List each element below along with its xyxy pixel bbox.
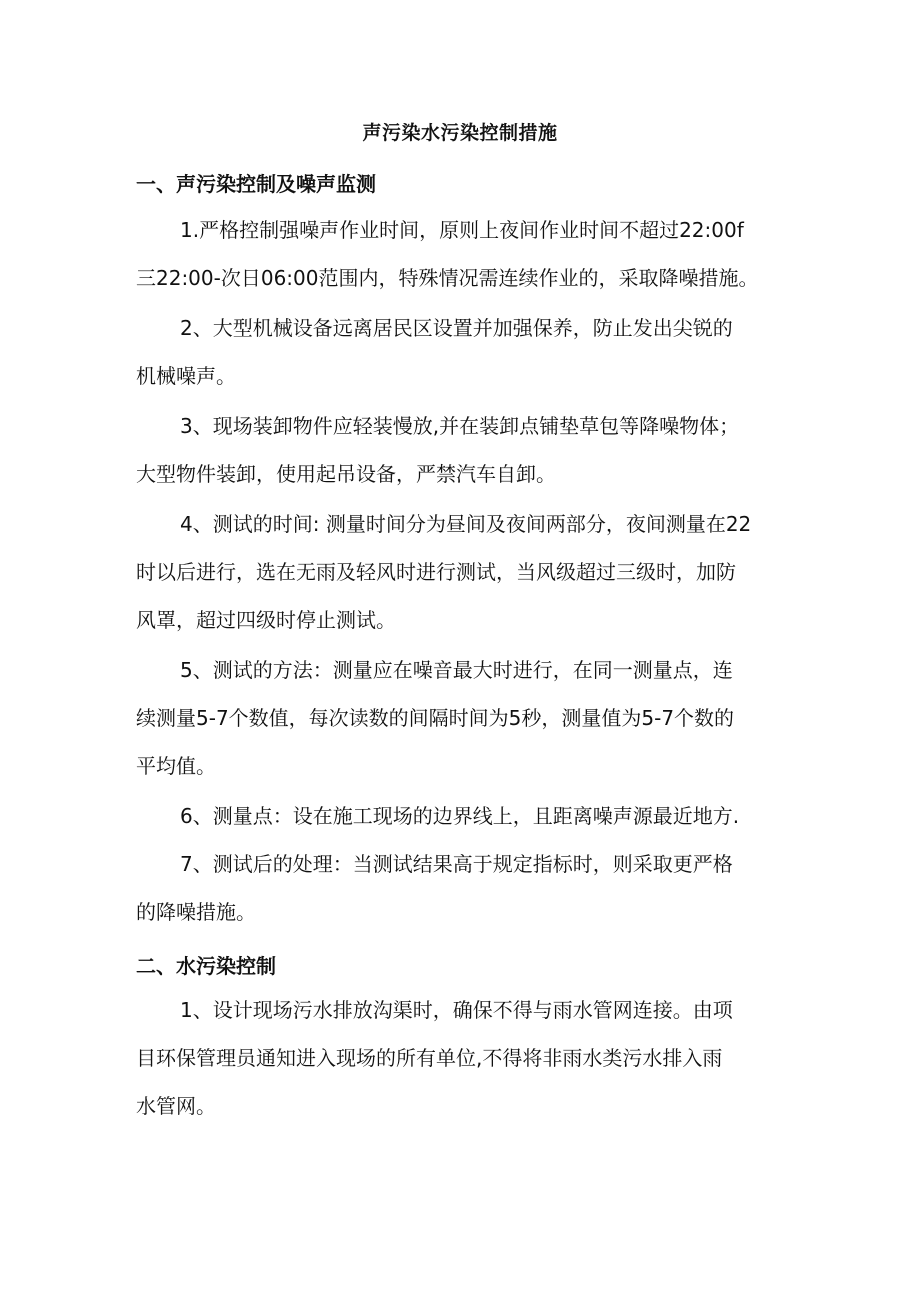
paragraph-noise-7 [136, 840, 786, 936]
paragraph-line: 风罩，超过四级时停止测试。 [136, 608, 396, 632]
paragraph-noise-1 [136, 206, 786, 302]
paragraph-line: 平均值。 [136, 754, 216, 778]
paragraph-line: 续测量5-7个数值，每次读数的间隔时间为5秒，测量值为5-7个数的 [136, 706, 735, 730]
paragraph-line: 7、测试后的处理：当测试结果高于规定指标时，则采取更严格 [180, 852, 733, 876]
paragraph-noise-5 [136, 646, 786, 790]
section-heading-water: 二、水污染控制 [136, 954, 276, 978]
paragraph-water-1 [136, 986, 786, 1130]
paragraph-line: 水管网。 [136, 1094, 216, 1118]
paragraph-line: 机械噪声。 [136, 364, 236, 388]
paragraph-noise-2 [136, 304, 786, 400]
paragraph-line: 的降噪措施。 [136, 900, 256, 924]
paragraph-line: 1.严格控制强噪声作业时间，原则上夜间作业时间不超过22:00f [180, 218, 744, 242]
document-title: 声污染水污染控制措施 [362, 122, 558, 144]
paragraph-line: 大型物件装卸，使用起吊设备，严禁汽车自卸。 [136, 462, 556, 486]
paragraph-line: 6、测量点：设在施工现场的边界线上，且距离噪声源最近地方. [180, 804, 740, 828]
paragraph-line: 1、设计现场污水排放沟渠时，确保不得与雨水管网连接。由项 [180, 998, 733, 1022]
paragraph-line: 5、测试的方法：测量应在噪音最大时进行，在同一测量点，连 [180, 658, 733, 682]
paragraph-noise-6 [136, 792, 786, 840]
paragraph-noise-3 [136, 402, 786, 498]
paragraph-line: 时以后进行，选在无雨及轻风时进行测试，当风级超过三级时，加防 [136, 560, 736, 584]
paragraph-line: 3、现场装卸物件应轻装慢放,并在装卸点铺垫草包等降噪物体； [180, 414, 740, 438]
paragraph-line: 2、大型机械设备远离居民区设置并加强保养，防止发出尖锐的 [180, 316, 733, 340]
paragraph-noise-4 [136, 500, 786, 644]
paragraph-line: 4、测试的时间: 测量时间分为昼间及夜间两部分，夜间测量在22 [180, 512, 752, 536]
paragraph-line: 目环保管理员通知进入现场的所有单位,不得将非雨水类污水排入雨 [136, 1046, 723, 1070]
paragraph-line: 三22:00-次日06:00范围内，特殊情况需连续作业的，采取降噪措施。 [136, 266, 759, 290]
section-heading-noise: 一、声污染控制及噪声监测 [136, 172, 376, 196]
